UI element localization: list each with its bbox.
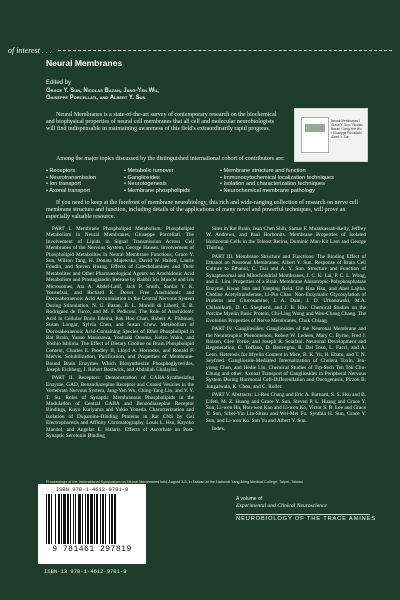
barcode-bar [48,494,50,544]
of-interest-label: of interest . . . [8,46,52,55]
barcode-bar [82,494,83,544]
barcode-bar [102,494,104,544]
editors-line-2: Giuseppe Porcellati, and Albert Y. Sun [46,95,146,101]
topic-item: • Metabolic turnover [124,168,220,175]
cover-thumbnail [294,108,368,162]
contents-part: Index. [212,426,226,433]
barcode-bar [61,494,62,544]
topic-item: • Neurochemical membrane pathology [220,188,370,195]
topics-list [46,168,370,194]
topics-column-3 [220,168,370,194]
series-divider [236,514,370,515]
series-name: Experimental and Clinical Neuroscience [236,503,327,509]
contents-part: PART IV. Gangliosides: Gangliosides of the Neuronal Membrane and the Neurotrophic Phenomenon, Robert W. Ledeen, Mary C. Byrne, Fred J. Roisen, Glee Yorke, and Joseph R. Sclafani. Neuronal Development and Regeneration, G. Toffano, D. Benvegnu, R. Dal Toso, L. Facci, and A. Leon. Heterosis for Myelin Content in Mice, R. K. Yu, H. Ebato, and T. N. Seyfried. Ganglioside-Mediated Internalization of Cholera Toxin, Jen-yiang Chen, and Hedie Lin. Chemical Studies of Trp-Sech Ten Tok Chu-Chung and other. Axonal Transport of Gangliosides in Peripheral Nervous System During Hormonal Cell-Differentiation and Oncogenesis, Pirzon B. Jungalwala, K. Chou, and C. Roller. [206,326,366,390]
barcode-bar [114,494,116,544]
invite-paragraph: If you need to keep at the forefront of membrane neurobiology, this rich and wide-ranging collection of research on nerve cell membrane structure and function, including details of the applications of many novel and powerful techniques, will prove an especially valuable resource. [46,200,358,220]
topic-item: • Membrane phospholipids [124,188,220,195]
contents-part: PART III. Membrane Structure and Functions: The Binding Effect of Ethanol on Neuronal Membranes, Albert Y. Sun. Response of Brain Cell Culture to Ethanol, C. Tsai and A. Y. Sun. Structure and Function of Synaptosomal and Mitochondrial Membranes, J. C. K. Lai, P. C. L. Wong, and L. Lim. Properties of a Brain Membrane Anisotropic-Polyphosphatase Enzyme, Kwan Sun and Yanping Reid. Gin Hua Hsu, and Abel Lajtha. Choline Acetyltransferase, Li-Pin Chao. Non-Enzymatic Glycosylation of Proteins and Glucosamine, J. A. Dain, J. D. Urbanowski, M.A. Chilamkurti, D. C. Shepherd, and J. B. Hite. Chemical Studies on the Porcine Myelin Basic Protein, Chi-Ling Wong and Wen-Chang Chang. The Evolution Properties of Nerve Membranes, Chuk Chiang. [206,253,366,324]
isbn-label-top: ISBN 978-1-4612-9781-9 [55,486,129,493]
barcode-bar [46,494,47,544]
thumbnail-caption: Neural Membranes / Grace Y. Sun / Nicolas Bazan / Jang-Yen Wu / Giuseppe Porcellati / Albert Y. Sun [331,119,363,139]
edited-by-label: Edited by [46,80,72,86]
intro-paragraph: Neural Membranes is a state-of-the-art survey of contemporary research on the biochemical and biophysical properties of neural cell membranes that all cell and molecular neurobiologists will find indispensable in maintaining awareness of this field's extraordinarily rapid progress. [46,112,277,132]
barcode-bar [58,494,60,544]
topic-item: • Isolation and characterization techniques [220,181,370,188]
contents-left-column [46,226,194,441]
contents-part: PART II. Receptors: Demonstration of GABA-Synthesizing Enzyme, GAD, Benzodiazepine Receptor and Coated Vesicles in the Vertebrate Nervous System, Jang-Yen Wu, Ching-Tang Lin, and Y. Y. T. Su. Roles of Synaptic Membranous Phospholipids in the Modulation of Central GABA and Benzodiazepine Receptor Bindings, Kuyo Kuriyama and Yukio Yoneda. Characterization and Isolation of Dopamine-Binding Proteins in Rat CNS by Gel Electrophoresis and Affinity Chromatography, Louis L. Hsu, Kayoko Mandel, and Angelas E. Halaris. Effects of Ascorbate on Post-Synaptic Serotonin Binding [46,375,194,439]
thumbnail-book-image [301,117,329,153]
volume-of-label: A volume of [236,496,263,502]
topics-column-1 [46,168,124,194]
top-divider [58,50,392,51]
barcode [38,484,146,564]
topic-item: • Immunocytochemical localization techniques [220,175,370,182]
topic-item: • Axonal transport [46,188,124,195]
barcode-bar [51,494,52,544]
proceedings-note: Proceedings of the International Symposium on Neural Membranes held August 3-5, in Taiwan at the National Yang-Ming Medical College, Taipei, Taiwan [46,480,303,484]
publisher-line: NEUROBIOLOGY OF THE TRACE AMINES [236,516,376,522]
barcode-bar [63,494,66,544]
book-title: Neural Membranes [46,58,123,68]
barcode-bar [87,494,89,544]
editors-block [46,80,246,103]
contents-right-column [206,226,366,435]
barcode-bar [105,494,106,544]
contents-part: PART V. Abstracts: Li-Ren Chang and Eric A. Barnard, S. S. Hsu and B. Lifeti, M. Z. Huang and Grace Y. Sun, Steven P. L. Huang and Grace Y. Sun, Li-wen Hu, Hon-wen Kao and Li-wen Ko, Victor S. B. Lee and Grace Y. Sun, Sibel-Yin Lin-Shiau and Wei-Mei Fu. Synthia H. Sun, Grace Y. Sun, and Li-wen Ko. Sun Yu and Albert Y. Sun. [206,392,366,424]
isbn-label-bottom: ISBN-13 978-1-4612-9781-9 [44,568,127,575]
topic-item: • Neurotogenesis [124,181,220,188]
topic-item: • Neurotransmission [46,175,124,182]
barcode-bar [55,494,56,544]
topic-item: • Membrane structure and function [220,168,370,175]
barcode-bar [100,494,101,544]
barcode-bar [78,494,81,544]
topics-column-2 [124,168,220,194]
barcode-bar [96,494,98,544]
barcode-bar [94,494,95,544]
barcode-bar [90,494,93,544]
barcode-bar [70,494,71,544]
barcode-bar [67,494,69,544]
barcode-bar [75,494,76,544]
barcode-bars [46,494,138,544]
topic-item: • Gangliosides [124,175,220,182]
barcode-bar [73,494,74,544]
barcode-bar [109,494,110,544]
contents-part: Sites in Rat Brain, Jean Chen Shih, Samar F. Muakkassah-Kelly, Jeffrey W. Andrews, and Paul Horbonits. Membrane Properties of Isolated Horizontal Cells in the Teleost Retina, Dominic Man-Kit Lam and George Thuring. [206,226,366,252]
contents-part: PART I. Membrane Phospholipid Metabolism: Phospholipid Metabolism in Neural Membranes, Giuseppe Porcellati. The Involvement of Lipids in Signal Transmission Across Cell Membranes of the Nervous System, George Hauser. Involvement of Phospholipid Metabolites in Neural Membrane Functions, Grace Y. Sun, Wilson Tang, H. Donata Majewska, David W. Hallett, Laurie Foudin, and Steven Huang. Effects of Catecholamines and Their Metabolites and Other Pharmacological Agents on Arachidonic Acid Metabolism and Prostaglandin Release by Rabbit Iris Muscle and Iris Microsomes, Ata A. Abdel-Latif, Jack P. Smith, Sardar Y. K. Yousufzai, and Richard K. Dover. Free Arachidonic and Docosahexaenoic Acid Accumulation in the Central Nervous System During Stimulation, N. G. Bazan, B. L. Morelli di Liberti, E. B. Rodriguez de Turco, and M. F. Pediconi. The Role of Arachidonic Acid in Cellular Brain Edema, Pak Hoo Chan, Robert A. Fishman, Susan Longar, Sylvia Chen, and Susan Chew. Metabolism of Docosahexaenoic Acid-Containing Species of Ether Phospholipid in Rat Brain, Yasuo Masuzawa, Yoshiaki Onuma, Keizo Waku, and Yoshio Ishiima. The Effect of Dietary Choline on Brain Phospholipid Content, Charles E. Prodley II, Lloyd A. Horrocks, and Ronald F. Mervis. Solubilization, Purification, and Properties of Membrane-Bound Brain Enzymes Which Biosynthesize Phosphoglycerides, Joseph Eichberg, J. Robert Bostwick, and Abdallah Ghalayini. [46,226,194,373]
barcode-digits: 9 781461 297819 [52,545,132,554]
topic-item: • Ion transport [46,181,124,188]
barcode-bar [111,494,113,544]
topics-intro: Among the major topics discussed by the distinguished international cohort of contributors are: [56,156,285,162]
editors-line-1: Grace Y. Sun, Nicolas Bazan, Jang-Yen Wu, [46,87,159,94]
barcode-bar [85,494,86,544]
topic-item: • Receptors [46,168,124,175]
